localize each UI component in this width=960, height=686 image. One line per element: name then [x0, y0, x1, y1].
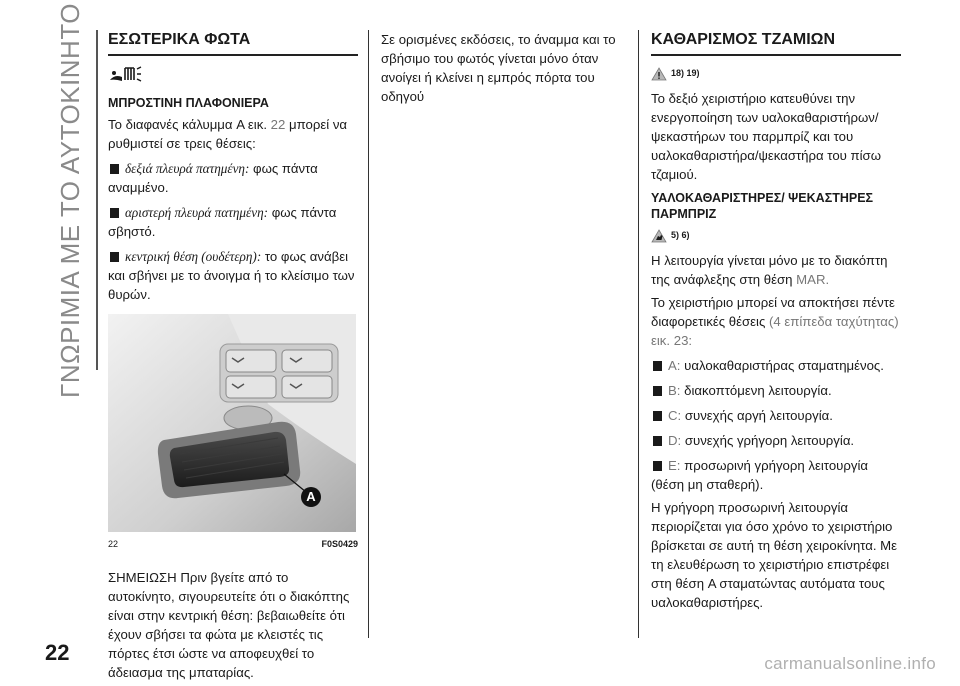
bullet-text: φως πάντα αναμμένο.: [108, 161, 318, 195]
ignition-position: MAR.: [796, 272, 830, 287]
list-item: [651, 406, 901, 425]
intro-paragraph: Το δεξιό χειριστήριο κατευθύνει την ενεργοποίηση των υαλοκαθαριστήρων/ψεκαστήρων του παρμπρίζ και του υαλοκαθαριστήρα/ψεκαστήρα του πίσω τζαμιού.: [651, 91, 881, 182]
list-item: [108, 159, 358, 197]
bullet-square-icon: [653, 461, 662, 471]
note-paragraph: [108, 568, 358, 682]
warning-triangle-icon: [651, 67, 667, 81]
bullet-square-icon: [653, 386, 662, 396]
closing-paragraph: Η γρήγορη προσωρινή λειτουργία περιορίζεται για όσο χρόνο το χειριστήριο βρίσκεται σε αυτή τη θέση χειροκίνητα. Με τη ελευθέρωση το χειριστήριο επιστρέφει στη θέση A σταματώντας αυτόματα τους υαλοκαθαριστήρες.: [651, 500, 898, 610]
bullet-square-icon: [653, 361, 662, 371]
courtesy-light-icon: [108, 64, 358, 89]
positions-paragraph: [651, 293, 901, 350]
list-item: [108, 247, 358, 304]
caution-ref: 5) 6): [671, 230, 690, 240]
note-label: ΣΗΜΕΙΩΣΗ: [108, 570, 177, 585]
list-item: [651, 381, 901, 400]
bullet-square-icon: [653, 436, 662, 446]
ignition-paragraph: [651, 251, 901, 289]
warning-ref: 18) 19): [671, 68, 700, 78]
bullet-square-icon: [110, 208, 119, 218]
dome-light-illustration: [108, 314, 356, 532]
chapter-title-vertical: [48, 2, 92, 398]
caution-reference-row: [651, 226, 901, 245]
note-text: Πριν βγείτε από το αυτοκίνητο, σιγουρευτείτε ότι ο διακόπτης είναι στην κεντρική θέση: βεβαιωθείτε ότι έχουν σβήσει τα φώτα με κλειστές τις πόρτες έτσι ώστε να αποφευχθεί το άδειασμα της μπαταρίας.: [108, 570, 350, 680]
bullet-text: διακοπτόμενη λειτουργία.: [684, 383, 832, 398]
column-continuation: [381, 30, 621, 110]
chapter-title: ΓΝΩΡΙΜΙΑ ΜΕ ΤΟ ΑΥΤΟΚΙΝΗΤΟ: [54, 2, 85, 398]
column-window-cleaning: [651, 30, 901, 616]
positions-ref: (4 επίπεδα ταχύτητας) εικ. 23:: [651, 314, 899, 348]
continuation-paragraph: Σε ορισμένες εκδόσεις, το άναμμα και το σβήσιμο του φωτός γίνεται μόνο όταν ανοίγει ή κλείνει η εμπρός πόρτα του οδηγού: [381, 32, 616, 104]
figure-caption: [108, 535, 358, 554]
positions-text: Το χειριστήριο μπορεί να αποκτήσει πέντε διαφορετικές θέσεις: [651, 295, 895, 329]
sidebar-rule: [96, 30, 98, 370]
bullet-square-icon: [110, 164, 119, 174]
bullet-text: συνεχής γρήγορη λειτουργία.: [684, 433, 855, 448]
intro-paragraph: [108, 115, 358, 153]
bullet-text: συνεχής αργή λειτουργία.: [684, 408, 833, 423]
watermark: carmanualsonline.info: [764, 654, 936, 673]
section-heading-window-cleaning: ΚΑΘΑΡΙΣΜΟΣ ΤΖΑΜΙΩΝ: [651, 30, 901, 56]
subheading-front-dome-light: ΜΠΡΟΣΤΙΝΗ ΠΛΑΦΟΝΙΕΡΑ: [108, 96, 269, 110]
section-heading-interior-lights: ΕΣΩΤΕΡΙΚΑ ΦΩΤΑ: [108, 30, 358, 56]
figure-dome-light: [108, 314, 356, 532]
list-item: [108, 203, 358, 241]
figure-callout-a: A: [306, 489, 316, 504]
column-interior-lights: [108, 30, 358, 686]
bullet-text: το φως ανάβει και σβήνει με το άνοιγμα ή το κλείσιμο των θυρών.: [108, 249, 355, 302]
caution-hand-triangle-icon: [651, 229, 667, 243]
column-divider: [368, 30, 369, 638]
bullet-term: δεξιά πλευρά πατημένη:: [125, 161, 250, 176]
ignition-text: Η λειτουργία γίνεται μόνο με το διακόπτη της ανάφλεξης στη θέση: [651, 253, 888, 287]
list-item: [651, 456, 901, 494]
column-divider: [638, 30, 639, 638]
figure-code: F0S0429: [321, 539, 358, 549]
intro-text: Το διαφανές κάλυμμα A εικ.: [108, 117, 267, 132]
list-item: [651, 431, 901, 450]
subheading-windshield-wipers: ΥΑΛΟΚΑΘΑΡΙΣΤΗΡΕΣ/ ΨΕΚΑΣΤΗΡΕΣ ΠΑΡΜΠΡΙΖ: [651, 191, 874, 221]
bullet-key: B:: [668, 383, 681, 398]
warning-reference-row: [651, 64, 901, 83]
bullet-square-icon: [653, 411, 662, 421]
bullet-key: E:: [668, 458, 681, 473]
list-item: [651, 356, 901, 375]
figure-number: 22: [108, 539, 119, 549]
bullet-text: φως πάντα σβηστό.: [108, 205, 337, 239]
intro-text-cont: μπορεί να ρυθμιστεί σε τρεις θέσεις:: [108, 117, 348, 151]
bullet-text: προσωρινή γρήγορη λειτουργία (θέση μη σταθερή).: [651, 458, 869, 492]
bullet-text: υαλοκαθαριστήρας σταματημένος.: [684, 358, 884, 373]
bullet-square-icon: [110, 252, 119, 262]
figure-reference: 22: [270, 117, 286, 132]
bullet-key: C:: [668, 408, 682, 423]
bullet-term: κεντρική θέση (ουδέτερη):: [125, 249, 262, 264]
bullet-key: A:: [668, 358, 681, 373]
bullet-term: αριστερή πλευρά πατημένη:: [125, 205, 269, 220]
page-number: 22: [45, 640, 70, 665]
bullet-key: D:: [668, 433, 682, 448]
